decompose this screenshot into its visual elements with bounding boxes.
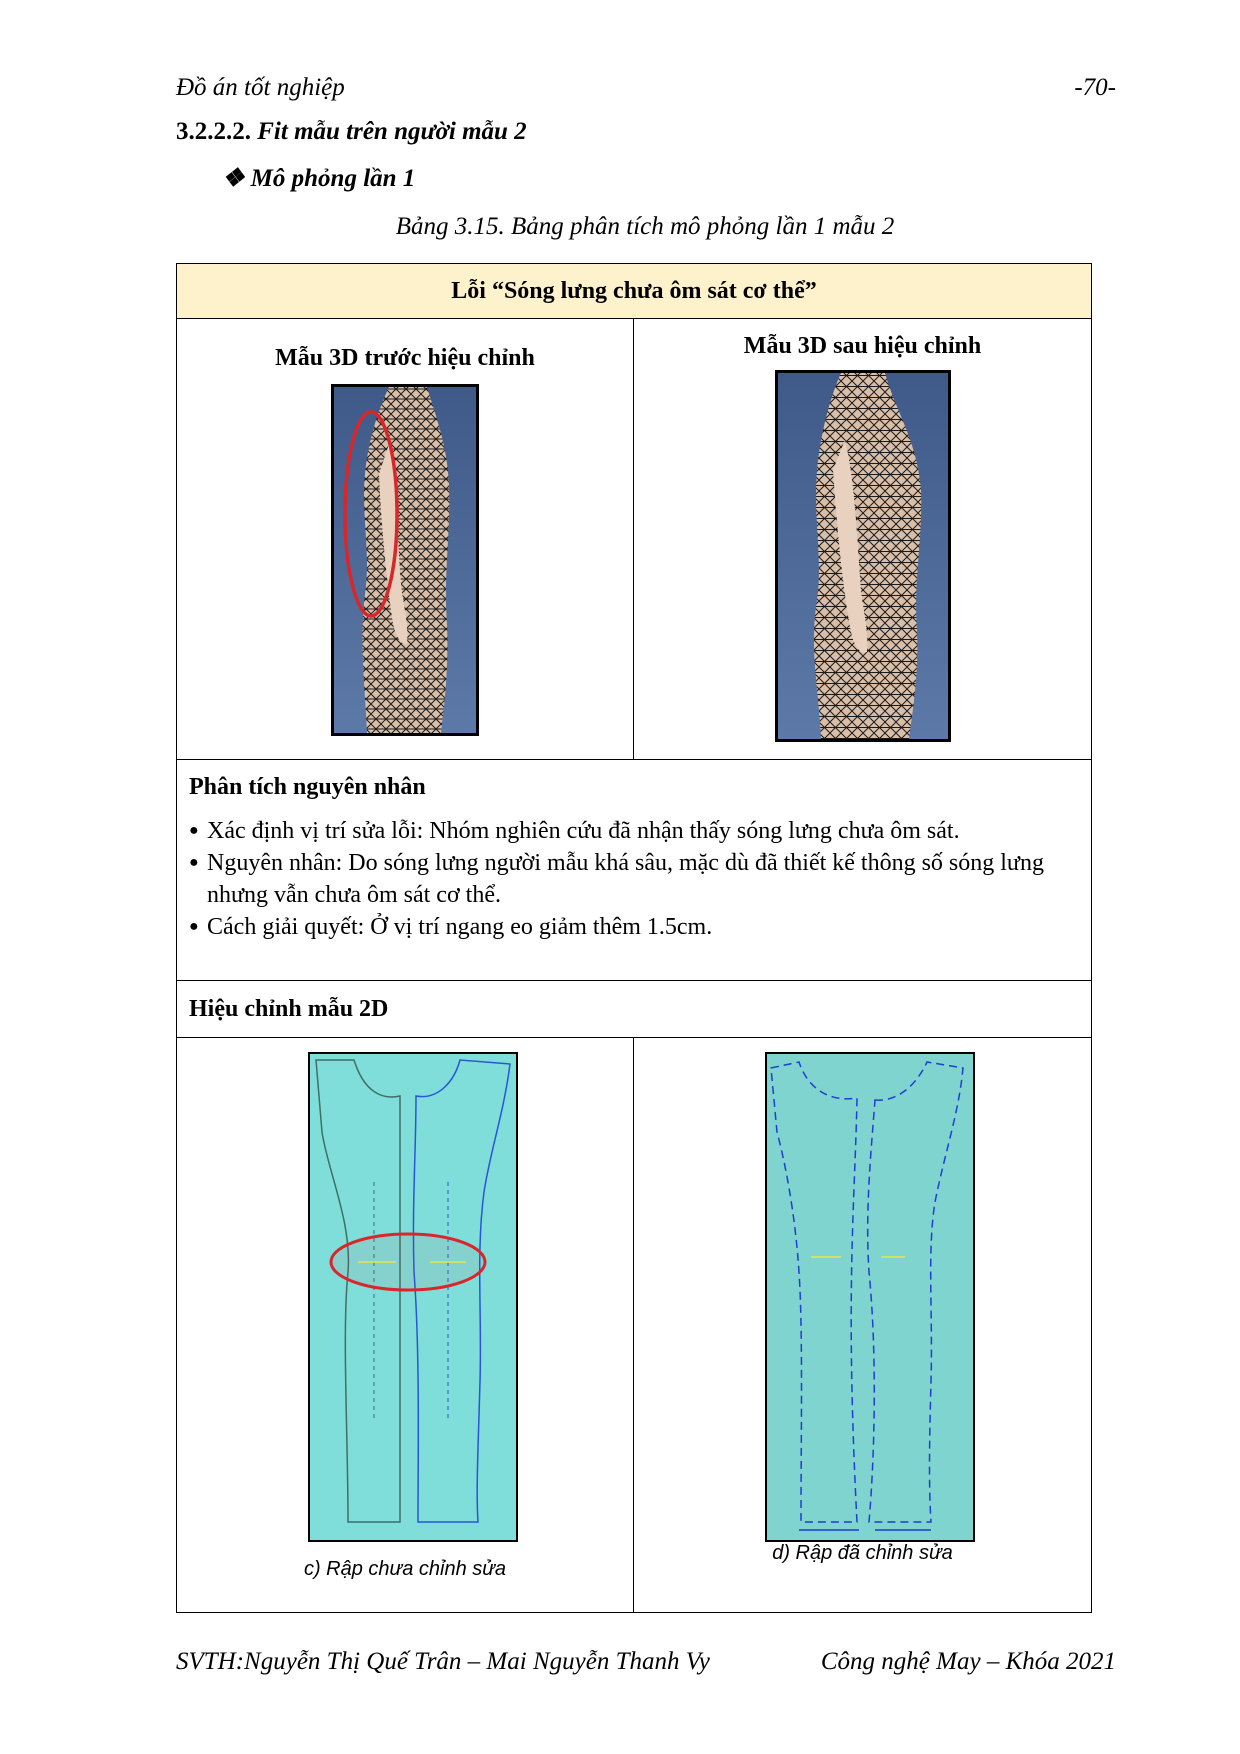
diamond-bullet-icon: ❖ [222,165,245,192]
subsection-heading [222,163,415,193]
after-3d-label: Mẫu 3D sau hiệu chỉnh [743,333,982,359]
header-page-number: -70- [1074,74,1116,101]
bullet-dot-icon: ● [189,918,199,935]
section-number: 3.2.2.2. [176,118,251,145]
after-3d-image [775,370,951,742]
adjust-2d-title: Hiệu chỉnh mẫu 2D [177,981,1092,1038]
after-3d-cell [634,319,1092,760]
dress-mesh [362,387,449,733]
before-3d-cell [177,319,634,760]
pattern-after-cell [634,1038,1092,1613]
pattern-after-image [765,1052,975,1542]
before-3d-label: Mẫu 3D trước hiệu chỉnh [275,345,535,371]
bullet-dot-icon: ● [189,822,199,839]
pattern-after-caption: d) Rập đã chỉnh sửa [772,1542,953,1564]
before-3d-image [331,384,479,736]
subsection-title: Mô phỏng lần 1 [250,165,416,192]
bullet-dot-icon: ● [189,854,199,871]
dress-mesh [813,373,920,739]
table-caption: Bảng 3.15. Bảng phân tích mô phỏng lần 1 mẫu 2 [395,213,895,240]
analysis-title: Phân tích nguyên nhân [189,774,426,800]
pattern-before-image [308,1052,518,1542]
bullet-item: ● Cách giải quyết: Ở vị trí ngang eo giảm thêm 1.5cm. [189,911,1079,943]
section-title: Fit mẫu trên người mẫu 2 [257,118,527,145]
analysis-cell [177,760,1092,981]
analysis-table [176,263,1092,1613]
bullet-item: ● Xác định vị trí sửa lỗi: Nhóm nghiên cứu đã nhận thấy sóng lưng chưa ôm sát. [189,815,1079,847]
header-left: Đồ án tốt nghiệp [176,74,345,101]
pattern-before-caption: c) Rập chưa chỉnh sửa [303,1558,507,1580]
error-title: Lỗi “Sóng lưng chưa ôm sát cơ thể” [177,264,1092,319]
footer-program: Công nghệ May – Khóa 2021 [820,1648,1116,1675]
footer-authors: SVTH:Nguyễn Thị Quế Trân – Mai Nguyễn Thanh Vy [176,1648,710,1675]
section-heading [176,118,527,146]
bullet-item: ● Nguyên nhân: Do sóng lưng người mẫu khá sâu, mặc dù đã thiết kế thông số sóng lưng nhưng vẫn chưa ôm sát cơ thể. [189,847,1079,911]
pattern-before-cell [177,1038,634,1613]
